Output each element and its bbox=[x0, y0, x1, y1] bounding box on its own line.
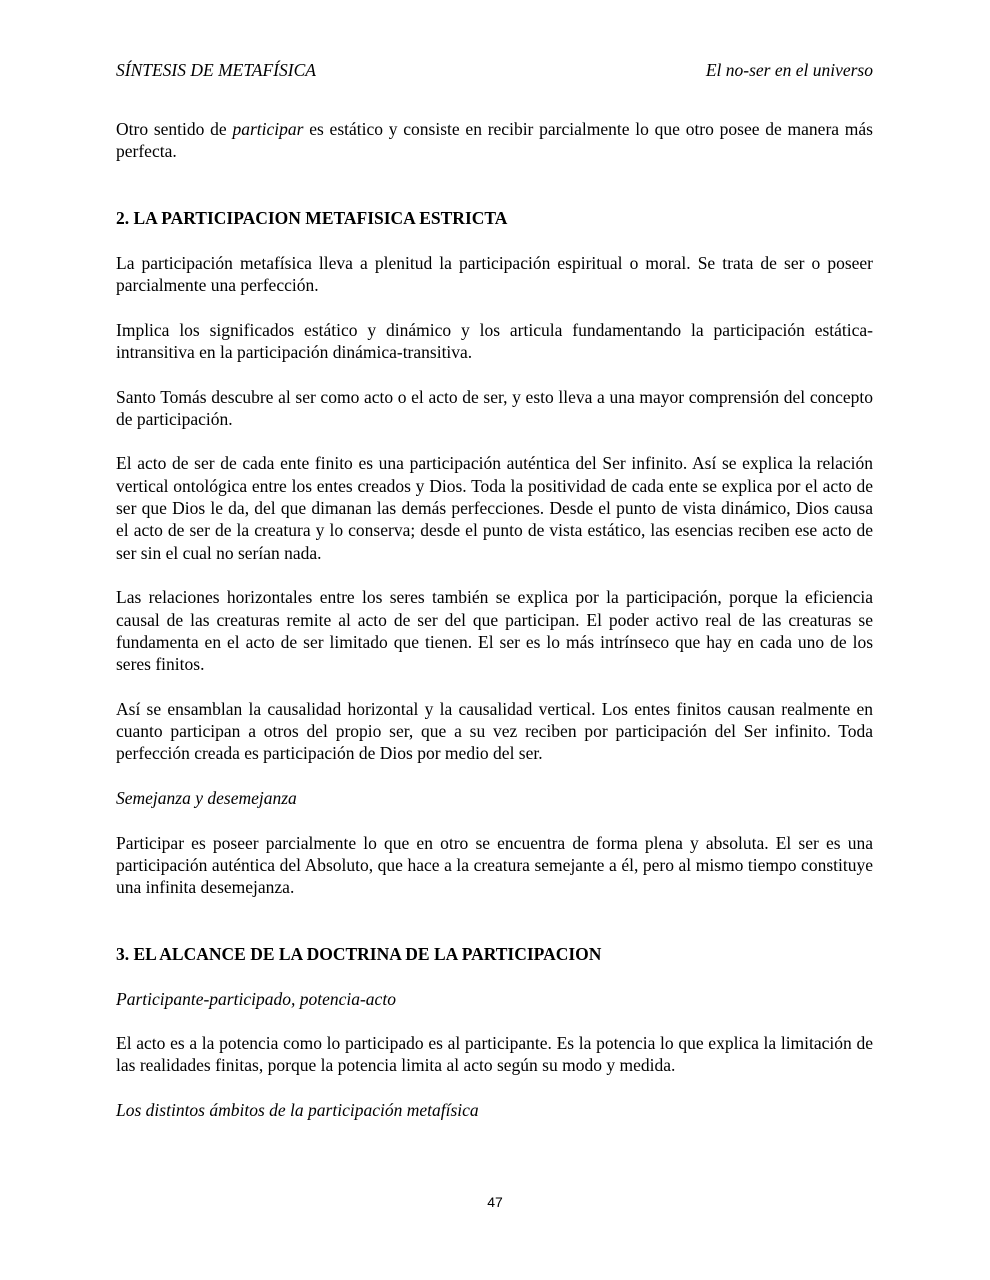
paragraph-text: Otro sentido de bbox=[116, 119, 233, 139]
paragraph: El acto es a la potencia como lo participado es al participante. Es la potencia lo que explica la limitación de las realidades finitas, porque la potencia limita al acto según su modo y medida. bbox=[116, 1033, 873, 1076]
running-header bbox=[116, 58, 873, 82]
header-book-title: SÍNTESIS DE METAFÍSICA bbox=[116, 60, 316, 80]
paragraph: Así se ensamblan la causalidad horizontal y la causalidad vertical. Los entes finitos causan realmente en cuanto participan a otros del propio ser, que a su vez reciben por participación del Ser infinito. Toda perfección creada es participación de Dios por medio del ser. bbox=[116, 698, 873, 764]
header-chapter-title: El no-ser en el universo bbox=[705, 60, 873, 80]
emphasized-term: participar bbox=[232, 119, 304, 139]
page-number: 47 bbox=[487, 1194, 503, 1210]
subheading-semejanza: Semejanza y desemejanza bbox=[116, 787, 297, 808]
section-heading-3: 3. EL ALCANCE DE LA DOCTRINA DE LA PARTICIPACION bbox=[116, 943, 602, 964]
paragraph: Las relaciones horizontales entre los seres también se explica por la participación, porque la eficiencia causal de las creaturas remite al acto de ser del que participan. El poder activo real de las creaturas se fundamenta en el acto de ser limitado que tienen. El ser es lo más intrínseco que hay en cada uno de los seres finitos. bbox=[116, 587, 873, 675]
section-heading-2: 2. LA PARTICIPACION METAFISICA ESTRICTA bbox=[116, 208, 508, 229]
subheading-participante: Participante-participado, potencia-acto bbox=[116, 988, 396, 1009]
paragraph: El acto de ser de cada ente finito es una participación auténtica del Ser infinito. Así se explica la relación vertical ontológica entre los entes creados y Dios. Toda la positividad de cada ente se explica por el acto de ser que Dios le da, del que dimanan las demás perfecciones. Desde el punto de vista dinámico, Dios causa el acto de ser de la creatura y lo conserva; desde el punto de vista estático, las esencias reciben ese acto de ser sin el cual no serían nada. bbox=[116, 453, 873, 563]
paragraph-text: es estático y consiste en recibir parcialmente lo que otro posee de manera más perfecta. bbox=[116, 119, 873, 162]
paragraph: Implica los significados estático y dinámico y los articula fundamentando la participación estática-intransitiva en la participación dinámica-transitiva. bbox=[116, 319, 873, 362]
paragraph-participar bbox=[116, 118, 873, 163]
page-body bbox=[116, 118, 873, 1144]
paragraph: Participar es poseer parcialmente lo que en otro se encuentra de forma plena y absoluta. El ser es una participación auténtica del Absoluto, que hace a la creatura semejante a él, pero al mismo tiempo constituye una infinita desemejanza. bbox=[116, 832, 873, 898]
paragraph: Santo Tomás descubre al ser como acto o el acto de ser, y esto lleva a una mayor comprensión del concepto de participación. bbox=[116, 386, 873, 429]
paragraph: La participación metafísica lleva a plenitud la participación espiritual o moral. Se trata de ser o poseer parcialmente una perfección. bbox=[116, 252, 873, 296]
subheading-ambitos: Los distintos ámbitos de la participación metafísica bbox=[116, 1100, 479, 1121]
